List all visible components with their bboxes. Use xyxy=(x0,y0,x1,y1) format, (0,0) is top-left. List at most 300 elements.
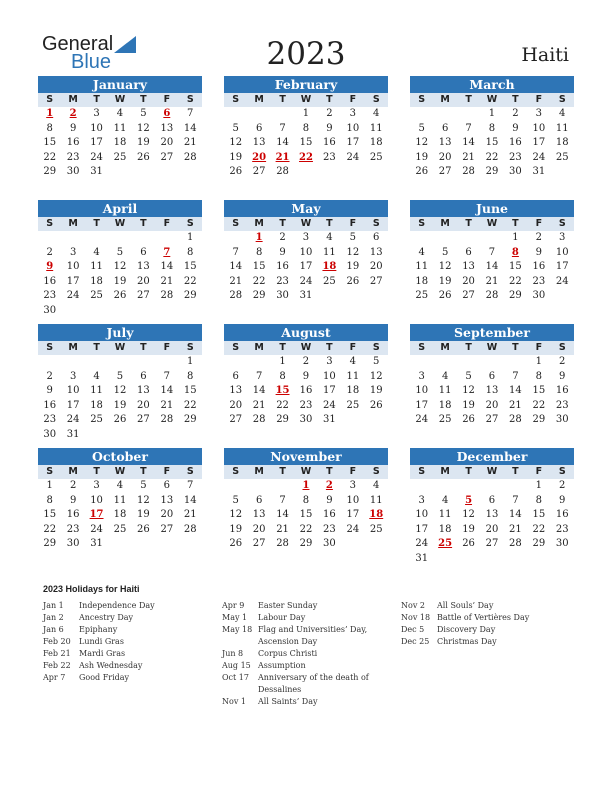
day: 17 xyxy=(346,137,360,149)
day: 12 xyxy=(415,137,429,149)
day: 22 xyxy=(183,399,197,411)
day: 1 xyxy=(302,108,310,119)
day: 13 xyxy=(252,509,266,521)
day: 12 xyxy=(346,246,360,258)
day: 30 xyxy=(555,538,569,550)
day: 20 xyxy=(229,399,243,411)
day: 9 xyxy=(559,370,566,382)
day: 25 xyxy=(90,414,103,426)
weekday-label: W xyxy=(300,218,312,229)
day: 14 xyxy=(276,509,289,521)
month-september xyxy=(410,324,574,428)
day: 14 xyxy=(160,385,174,397)
day: 4 xyxy=(116,480,124,491)
day-blank xyxy=(410,107,433,122)
day: 31 xyxy=(90,538,103,550)
weekday-label: T xyxy=(465,218,472,229)
day: 8 xyxy=(187,246,194,258)
holiday-date: Nov 18 xyxy=(401,613,431,622)
page-title-year: 2023 xyxy=(266,36,346,72)
day: 21 xyxy=(509,523,522,535)
day: 30 xyxy=(66,166,80,178)
day: 23 xyxy=(43,414,57,426)
day: 8 xyxy=(488,122,496,134)
day: 6 xyxy=(373,232,380,243)
day: 5 xyxy=(232,494,239,506)
day: 27 xyxy=(252,538,266,550)
day: 27 xyxy=(462,290,475,302)
holiday-item xyxy=(401,624,566,636)
day: 29 xyxy=(252,290,266,302)
day-blank xyxy=(480,479,503,494)
day-blank xyxy=(108,355,131,370)
day: 23 xyxy=(323,151,336,163)
holiday-item xyxy=(222,696,372,708)
day-blank xyxy=(504,355,527,370)
day: 11 xyxy=(438,509,452,521)
day: 29 xyxy=(509,290,522,302)
month-title: October xyxy=(38,448,202,465)
day-blank xyxy=(433,355,456,370)
weekday-label: T xyxy=(279,218,286,229)
day: 1 xyxy=(488,108,496,119)
month-may xyxy=(224,200,388,304)
day-grid xyxy=(224,231,388,304)
holiday-name: Discovery Day xyxy=(437,625,496,634)
holiday-date: May 18 xyxy=(222,625,253,634)
day: 13 xyxy=(369,246,383,258)
month-march xyxy=(410,76,574,180)
day: 19 xyxy=(113,399,127,411)
holiday-name: Mardi Gras xyxy=(79,649,126,658)
day: 6 xyxy=(255,494,263,506)
day: 20 xyxy=(369,261,383,273)
day: 9 xyxy=(326,122,333,134)
day-blank xyxy=(38,355,61,370)
day: 27 xyxy=(160,523,174,535)
day: 11 xyxy=(90,261,103,273)
holiday-day: 2 xyxy=(69,108,77,119)
day: 5 xyxy=(373,356,380,367)
weekday-header xyxy=(224,217,388,231)
day: 10 xyxy=(346,494,360,506)
day-blank xyxy=(457,107,480,122)
day: 27 xyxy=(160,151,174,163)
day: 17 xyxy=(66,275,80,287)
month-november xyxy=(224,448,388,552)
day: 8 xyxy=(46,122,53,134)
day: 31 xyxy=(66,428,80,440)
day: 1 xyxy=(187,356,194,367)
day: 24 xyxy=(555,275,569,287)
day: 25 xyxy=(113,523,127,535)
holiday-day: 1 xyxy=(46,108,54,119)
weekday-header xyxy=(38,341,202,355)
holiday-date: Nov 2 xyxy=(401,601,425,610)
day: 26 xyxy=(369,399,383,411)
day: 9 xyxy=(326,494,333,506)
day: 17 xyxy=(323,385,336,397)
day: 17 xyxy=(415,523,429,535)
holiday-date: Feb 20 xyxy=(43,637,71,646)
weekday-label: S xyxy=(418,342,426,353)
day: 7 xyxy=(512,370,519,382)
holiday-item xyxy=(43,612,208,624)
day: 13 xyxy=(160,122,174,134)
day: 16 xyxy=(555,509,569,521)
day: 25 xyxy=(369,151,383,163)
day: 4 xyxy=(93,246,100,258)
month-title: February xyxy=(224,76,388,93)
day: 27 xyxy=(485,538,499,550)
day-blank xyxy=(433,479,456,494)
weekday-label: M xyxy=(440,94,450,105)
holiday-day: 1 xyxy=(302,480,310,491)
day: 29 xyxy=(276,414,289,426)
day: 13 xyxy=(485,385,499,397)
day: 27 xyxy=(137,414,150,426)
day-blank xyxy=(457,479,480,494)
day: 9 xyxy=(46,385,53,397)
day: 1 xyxy=(535,356,542,367)
day: 7 xyxy=(512,494,519,506)
weekday-label: F xyxy=(535,94,543,105)
day: 19 xyxy=(137,137,150,149)
weekday-label: W xyxy=(300,342,312,353)
day: 21 xyxy=(509,399,522,411)
holiday-name: All Souls’ Day xyxy=(437,601,494,610)
weekday-label: S xyxy=(558,218,566,229)
day-blank xyxy=(155,231,178,246)
day: 27 xyxy=(252,166,266,178)
weekday-label: S xyxy=(558,342,566,353)
day: 7 xyxy=(232,246,239,258)
day: 4 xyxy=(116,108,124,119)
weekday-label: S xyxy=(186,218,194,229)
day: 21 xyxy=(276,523,289,535)
day: 24 xyxy=(323,399,336,411)
day: 16 xyxy=(323,137,336,149)
day-blank xyxy=(224,231,247,246)
holiday-day: 9 xyxy=(46,261,54,273)
day: 24 xyxy=(415,414,429,426)
weekday-label: T xyxy=(140,342,147,353)
day: 28 xyxy=(509,414,522,426)
holiday-day: 22 xyxy=(299,151,313,163)
day: 21 xyxy=(485,275,499,287)
day: 25 xyxy=(90,290,103,302)
holidays-title: 2023 Holidays for Haiti xyxy=(43,584,140,594)
weekday-label: M xyxy=(254,466,264,477)
day: 19 xyxy=(415,151,429,163)
day: 26 xyxy=(229,538,243,550)
weekday-label: T xyxy=(140,94,147,105)
weekday-label: T xyxy=(326,466,333,477)
day: 20 xyxy=(137,275,150,287)
day: 25 xyxy=(555,151,569,163)
day: 7 xyxy=(465,122,472,134)
holiday-date: Jan 1 xyxy=(43,601,64,610)
day: 7 xyxy=(279,494,286,506)
day: 7 xyxy=(187,108,194,119)
holiday-item xyxy=(401,600,566,612)
day: 10 xyxy=(323,370,336,382)
day: 26 xyxy=(462,538,475,550)
holiday-item xyxy=(222,672,372,696)
day: 3 xyxy=(349,108,356,119)
holiday-day: 8 xyxy=(511,246,519,258)
weekday-label: M xyxy=(68,342,78,353)
day: 5 xyxy=(418,122,425,134)
day-blank xyxy=(247,107,270,122)
day: 18 xyxy=(90,399,103,411)
month-title: May xyxy=(224,200,388,217)
country-label: Haiti xyxy=(521,44,569,66)
day: 31 xyxy=(90,166,103,178)
weekday-label: S xyxy=(232,342,240,353)
day: 31 xyxy=(415,552,429,564)
day: 27 xyxy=(369,275,383,287)
day: 30 xyxy=(532,290,546,302)
weekday-label: S xyxy=(232,466,240,477)
day: 14 xyxy=(485,261,499,273)
day-blank xyxy=(504,479,527,494)
day-grid xyxy=(38,479,202,552)
day: 23 xyxy=(43,290,57,302)
month-title: June xyxy=(410,200,574,217)
day: 21 xyxy=(183,509,197,521)
holiday-item xyxy=(222,600,372,612)
month-title: April xyxy=(38,200,202,217)
day: 9 xyxy=(69,494,77,506)
day: 1 xyxy=(512,232,519,243)
weekday-label: S xyxy=(186,342,194,353)
weekday-label: F xyxy=(163,342,171,353)
day-blank xyxy=(410,231,433,246)
day: 19 xyxy=(137,509,150,521)
day: 14 xyxy=(252,385,266,397)
day: 13 xyxy=(438,137,452,149)
day: 24 xyxy=(66,414,80,426)
day: 8 xyxy=(187,370,194,382)
day: 28 xyxy=(276,166,289,178)
day: 21 xyxy=(183,137,197,149)
day: 11 xyxy=(113,494,127,506)
day: 21 xyxy=(160,399,174,411)
day: 3 xyxy=(418,370,425,382)
day: 29 xyxy=(43,538,57,550)
weekday-header xyxy=(410,465,574,479)
weekday-label: M xyxy=(68,218,78,229)
month-june xyxy=(410,200,574,304)
day: 22 xyxy=(485,151,499,163)
day: 2 xyxy=(279,232,286,243)
day: 26 xyxy=(137,523,150,535)
day: 17 xyxy=(90,137,103,149)
day: 5 xyxy=(116,370,124,382)
day-blank xyxy=(410,355,433,370)
day: 1 xyxy=(187,232,194,243)
day: 16 xyxy=(532,261,546,273)
day: 3 xyxy=(535,108,542,119)
day-blank xyxy=(155,355,178,370)
day: 20 xyxy=(252,523,266,535)
holiday-item xyxy=(43,600,208,612)
day: 4 xyxy=(93,370,100,382)
weekday-label: F xyxy=(535,466,543,477)
day: 16 xyxy=(43,399,57,411)
day-grid xyxy=(224,479,388,552)
day: 11 xyxy=(113,122,127,134)
day: 11 xyxy=(323,246,336,258)
weekday-label: W xyxy=(114,342,126,353)
day: 16 xyxy=(323,509,336,521)
day: 3 xyxy=(93,480,100,491)
day: 3 xyxy=(559,232,566,243)
holiday-name: All Saints’ Day xyxy=(258,697,318,706)
weekday-header xyxy=(38,465,202,479)
day: 10 xyxy=(90,122,103,134)
day: 28 xyxy=(183,523,197,535)
day: 30 xyxy=(509,166,522,178)
day: 24 xyxy=(90,523,103,535)
weekday-label: S xyxy=(372,466,380,477)
holiday-day: 5 xyxy=(465,494,473,506)
day: 8 xyxy=(46,494,53,506)
month-title: July xyxy=(38,324,202,341)
day: 20 xyxy=(485,399,499,411)
day: 26 xyxy=(137,151,150,163)
day-blank xyxy=(61,355,84,370)
day: 30 xyxy=(555,414,569,426)
day: 26 xyxy=(113,414,127,426)
day: 2 xyxy=(69,480,77,491)
day: 11 xyxy=(346,370,360,382)
logo-blue-text: Blue xyxy=(71,51,112,73)
day: 27 xyxy=(438,166,452,178)
month-title: September xyxy=(410,324,574,341)
day: 14 xyxy=(160,261,174,273)
day: 13 xyxy=(485,509,499,521)
month-january xyxy=(38,76,202,180)
day: 29 xyxy=(183,290,197,302)
weekday-label: T xyxy=(512,466,519,477)
day: 5 xyxy=(232,122,239,134)
day: 15 xyxy=(485,137,499,149)
day-blank xyxy=(132,231,155,246)
weekday-label: S xyxy=(372,218,380,229)
day: 19 xyxy=(438,275,452,287)
weekday-label: S xyxy=(46,342,54,353)
weekday-label: T xyxy=(512,94,519,105)
day: 16 xyxy=(43,275,57,287)
weekday-label: W xyxy=(486,94,498,105)
day-blank xyxy=(224,355,247,370)
holiday-date: Dec 5 xyxy=(401,625,425,634)
month-august xyxy=(224,324,388,428)
weekday-label: S xyxy=(418,466,426,477)
day: 8 xyxy=(255,246,263,258)
day: 29 xyxy=(43,166,57,178)
day: 30 xyxy=(43,428,57,440)
weekday-header xyxy=(224,341,388,355)
weekday-label: W xyxy=(300,466,312,477)
weekday-label: M xyxy=(254,342,264,353)
day: 5 xyxy=(116,246,124,258)
day: 14 xyxy=(462,137,475,149)
day: 13 xyxy=(229,385,243,397)
day: 18 xyxy=(415,275,429,287)
day: 17 xyxy=(66,399,80,411)
day: 30 xyxy=(43,304,57,316)
holiday-item xyxy=(401,612,566,624)
holiday-date: Nov 1 xyxy=(222,697,246,706)
day: 5 xyxy=(441,246,449,258)
day: 11 xyxy=(415,261,429,273)
holiday-column xyxy=(401,600,566,648)
day: 24 xyxy=(346,151,360,163)
holiday-name: Good Friday xyxy=(79,673,130,682)
holiday-date: Jan 2 xyxy=(43,613,64,622)
day: 8 xyxy=(302,494,310,506)
day: 15 xyxy=(299,509,313,521)
day: 14 xyxy=(509,385,522,397)
month-title: March xyxy=(410,76,574,93)
day: 7 xyxy=(488,246,496,258)
day: 9 xyxy=(512,122,519,134)
weekday-label: M xyxy=(440,342,450,353)
holiday-item xyxy=(43,624,208,636)
day: 28 xyxy=(252,414,266,426)
day: 15 xyxy=(183,261,197,273)
weekday-label: T xyxy=(93,466,100,477)
day: 22 xyxy=(43,151,57,163)
day: 4 xyxy=(326,232,333,243)
day: 15 xyxy=(43,137,57,149)
weekday-label: F xyxy=(349,94,357,105)
day: 4 xyxy=(441,494,449,506)
weekday-label: W xyxy=(114,94,126,105)
holiday-name: Anniversary of the death of Dessalines xyxy=(258,673,369,694)
day: 14 xyxy=(509,509,522,521)
day: 6 xyxy=(441,122,449,134)
day: 23 xyxy=(509,151,522,163)
day: 12 xyxy=(137,122,150,134)
day: 28 xyxy=(509,538,522,550)
day: 5 xyxy=(349,232,356,243)
weekday-label: S xyxy=(46,466,54,477)
day: 5 xyxy=(140,108,147,119)
weekday-label: T xyxy=(326,218,333,229)
day: 9 xyxy=(302,370,310,382)
day: 12 xyxy=(369,370,383,382)
day-blank xyxy=(480,355,503,370)
day: 25 xyxy=(369,523,383,535)
holiday-date: Feb 21 xyxy=(43,649,71,658)
day-blank xyxy=(108,231,131,246)
day: 31 xyxy=(299,290,313,302)
day: 10 xyxy=(66,261,80,273)
day-blank xyxy=(247,479,270,494)
holiday-day: 25 xyxy=(438,538,453,550)
day: 16 xyxy=(276,261,289,273)
holiday-day: 18 xyxy=(322,261,337,273)
day-grid xyxy=(410,231,574,304)
day: 18 xyxy=(346,385,360,397)
holiday-day: 1 xyxy=(255,232,263,243)
day: 26 xyxy=(438,290,452,302)
day: 30 xyxy=(66,538,80,550)
